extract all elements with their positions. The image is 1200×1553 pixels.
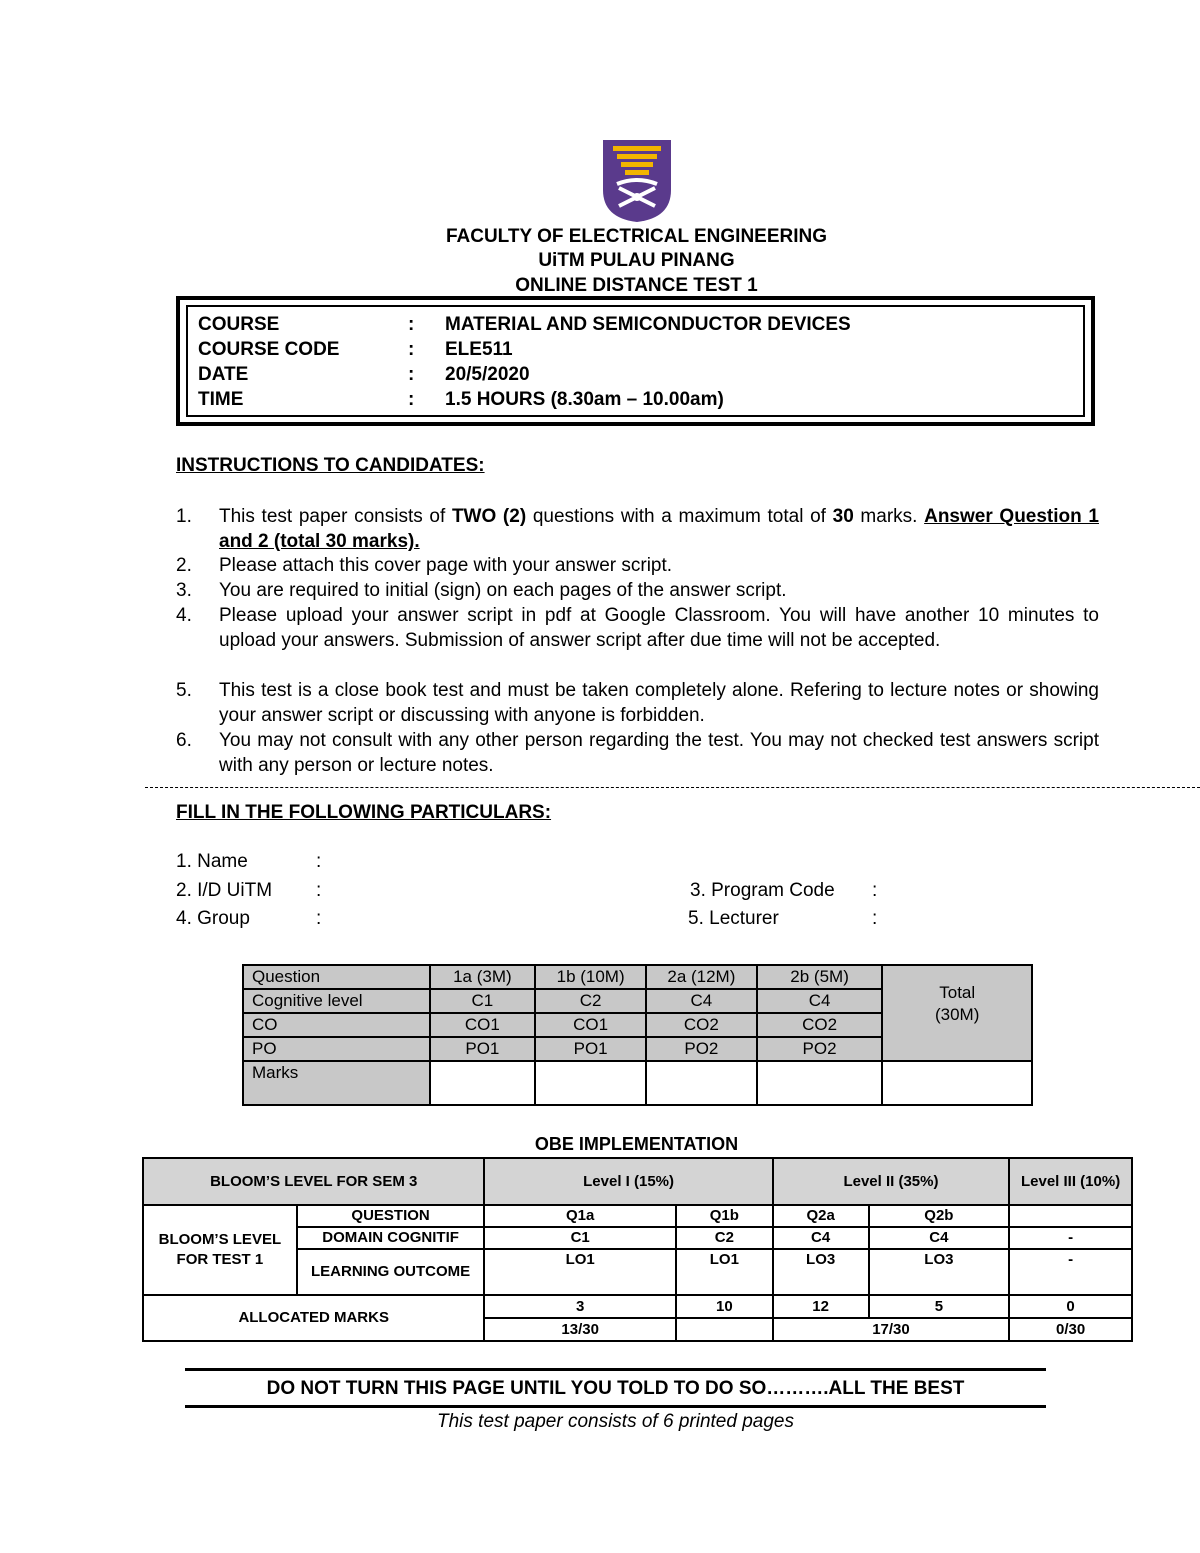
footer-bottom-rule (185, 1405, 1046, 1408)
footer-top-rule (185, 1368, 1046, 1371)
table-cell: PO2 (646, 1037, 757, 1061)
marks-input-1a[interactable] (430, 1061, 536, 1105)
instruction-text: You are required to initial (sign) on each pages of the answer script. (219, 580, 787, 601)
table-cell: LO1 (484, 1249, 676, 1295)
table-cell: - (1009, 1249, 1132, 1295)
table-cell: Q1b (676, 1205, 773, 1227)
group-colon: : (316, 908, 322, 929)
instruction-text: Please attach this cover page with your answer script. (219, 555, 673, 576)
table-cell: 0/30 (1009, 1318, 1132, 1341)
table-cell: Q2a (773, 1205, 869, 1227)
table-row (243, 965, 1032, 989)
instruction-text-part: questions with a maximum total of (526, 506, 833, 527)
colon: : (408, 364, 415, 385)
total-value: (30M) (934, 1005, 980, 1024)
table-cell: ALLOCATED MARKS (143, 1295, 484, 1341)
table-cell: LO3 (869, 1249, 1010, 1295)
obe-table (142, 1157, 1133, 1342)
table-cell: QUESTION (297, 1205, 485, 1227)
course-key: COURSE (198, 314, 280, 335)
table-cell: PO1 (430, 1037, 536, 1061)
instruction-text-part: marks. (853, 506, 925, 527)
marks-input-total[interactable] (882, 1061, 1032, 1105)
marks-input-1b[interactable] (535, 1061, 646, 1105)
total-cell (882, 965, 1032, 1061)
instruction-text-part: This test paper consists of (219, 506, 452, 527)
table-cell: PO1 (535, 1037, 646, 1061)
colon: : (408, 339, 415, 360)
table-cell: 1b (10M) (535, 965, 646, 989)
table-cell: 10 (676, 1295, 773, 1318)
course-code-key: COURSE CODE (198, 339, 340, 360)
total-label: Total (939, 983, 976, 1002)
course-code-value: ELE511 (445, 339, 513, 360)
table-cell: C2 (676, 1227, 773, 1249)
id-colon: : (316, 880, 322, 901)
table-cell: 1a (3M) (430, 965, 536, 989)
table-cell: Level II (35%) (773, 1158, 1009, 1205)
table-cell: LEARNING OUTCOME (297, 1249, 485, 1295)
table-cell: CO1 (430, 1013, 536, 1037)
table-cell: 2b (5M) (757, 965, 883, 989)
table-cell: Level III (10%) (1009, 1158, 1132, 1205)
table-cell: BLOOM’S LEVEL FOR TEST 1 (143, 1205, 297, 1295)
colon: : (408, 314, 415, 335)
table-cell (676, 1318, 773, 1341)
table-cell: Q1a (484, 1205, 676, 1227)
table-cell: DOMAIN COGNITIF (297, 1227, 485, 1249)
table-cell: Question (243, 965, 430, 989)
marks-input-2a[interactable] (646, 1061, 757, 1105)
table-cell (1009, 1205, 1132, 1227)
name-colon: : (316, 851, 322, 872)
table-row (143, 1295, 1132, 1318)
table-cell: 5 (869, 1295, 1010, 1318)
table-cell: PO2 (757, 1037, 883, 1061)
marks-input-2b[interactable] (757, 1061, 883, 1105)
table-row (143, 1158, 1132, 1205)
table-cell: C4 (757, 989, 883, 1013)
table-cell: 2a (12M) (646, 965, 757, 989)
instruction-number: 3. (176, 580, 192, 601)
instruction-bold: 30 (832, 506, 854, 527)
table-cell: PO (243, 1037, 430, 1061)
campus-title: UiTM PULAU PINANG (538, 250, 735, 271)
instruction-number: 5. (176, 680, 192, 701)
instruction-number: 1. (176, 506, 192, 527)
id-label: 2. I/D UiTM (176, 880, 273, 901)
table-cell: 17/30 (773, 1318, 1009, 1341)
colon: : (408, 389, 415, 410)
table-cell: LO3 (773, 1249, 869, 1295)
time-value: 1.5 HOURS (8.30am – 10.00am) (445, 389, 724, 410)
table-cell: CO (243, 1013, 430, 1037)
table-cell: LO1 (676, 1249, 773, 1295)
table-row (143, 1205, 1132, 1227)
table-cell: CO2 (646, 1013, 757, 1037)
instruction-number: 2. (176, 555, 192, 576)
cut-line (145, 787, 1200, 788)
table-cell: Q2b (869, 1205, 1010, 1227)
table-cell: C4 (646, 989, 757, 1013)
table-cell: Cognitive level (243, 989, 430, 1013)
instruction-text: This test is a close book test and must be taken completely alone. Refering to lecture notes or showing your answer script or discussing with anyone is forbidden. (219, 680, 1099, 726)
faculty-title: FACULTY OF ELECTRICAL ENGINEERING (445, 226, 828, 247)
obe-title: OBE IMPLEMENTATION (534, 1134, 739, 1154)
table-cell: - (1009, 1227, 1132, 1249)
table-cell: CO1 (535, 1013, 646, 1037)
marks-table (242, 964, 1033, 1106)
instruction-bold: TWO (2) (451, 506, 527, 527)
table-cell: 12 (773, 1295, 869, 1318)
particulars-heading: FILL IN THE FOLLOWING PARTICULARS: (176, 802, 552, 823)
instruction-1 (176, 504, 1099, 554)
lecturer-label: 5. Lecturer (688, 908, 779, 929)
test-title: ONLINE DISTANCE TEST 1 (515, 275, 758, 296)
table-row (243, 1061, 1032, 1105)
table-cell: BLOOM’S LEVEL FOR SEM 3 (143, 1158, 484, 1205)
instruction-number: 4. (176, 605, 192, 626)
date-key: DATE (198, 364, 249, 385)
table-cell: C4 (773, 1227, 869, 1249)
table-cell: CO2 (757, 1013, 883, 1037)
table-cell: C1 (430, 989, 536, 1013)
name-label: 1. Name (176, 851, 248, 872)
time-key: TIME (198, 389, 244, 410)
table-cell: C2 (535, 989, 646, 1013)
instruction-text: You may not consult with any other person regarding the test. You may not checked test answers script with any person or lecture notes. (219, 730, 1099, 776)
uitm-logo (603, 140, 671, 222)
table-cell: C4 (869, 1227, 1010, 1249)
lecturer-colon: : (872, 908, 878, 929)
instruction-text: Please upload your answer script in pdf at Google Classroom. You will have another 10 minutes to upload your answers. Submission of answer script after due time will not be accepted. (219, 605, 1099, 651)
table-cell: Marks (243, 1061, 430, 1105)
program-code-colon: : (872, 880, 878, 901)
instruction-text (219, 504, 1099, 554)
table-cell: 13/30 (484, 1318, 676, 1341)
table-cell: 3 (484, 1295, 676, 1318)
table-cell: C1 (484, 1227, 676, 1249)
instruction-underline: Answer Question 1 and 2 (total 30 marks). (219, 506, 1099, 552)
footer-warning: DO NOT TURN THIS PAGE UNTIL YOU TOLD TO DO SO……….ALL THE BEST (266, 1378, 965, 1399)
table-cell: 0 (1009, 1295, 1132, 1318)
course-value: MATERIAL AND SEMICONDUCTOR DEVICES (445, 314, 851, 335)
footer-note: This test paper consists of 6 printed pages (437, 1411, 794, 1432)
instruction-number: 6. (176, 730, 192, 751)
instructions-heading: INSTRUCTIONS TO CANDIDATES: (176, 455, 485, 476)
group-label: 4. Group (176, 908, 250, 929)
table-cell: Level I (15%) (484, 1158, 772, 1205)
program-code-label: 3. Program Code (690, 880, 835, 901)
date-value: 20/5/2020 (445, 364, 530, 385)
